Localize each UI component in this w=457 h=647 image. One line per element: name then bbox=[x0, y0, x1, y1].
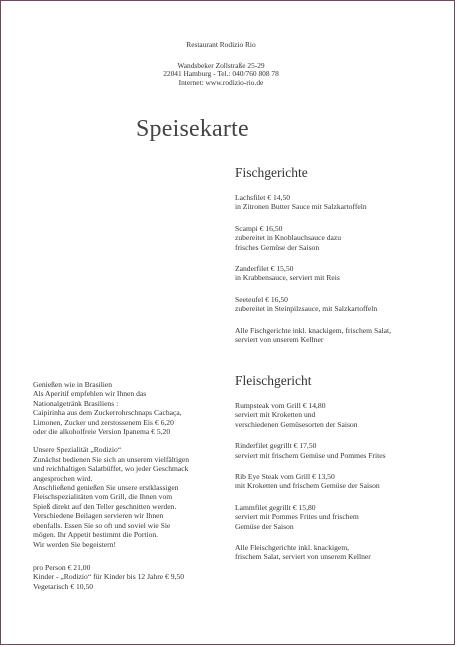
left-column bbox=[33, 380, 233, 600]
dish-description: Gemüse der Saison bbox=[235, 521, 294, 531]
dish-name: Scampi € 16,50 bbox=[235, 223, 283, 233]
meat-item bbox=[235, 503, 450, 531]
text-line: und reichhaltigen Salatbüffet, wo jeder Geschmack bbox=[33, 464, 189, 474]
fish-heading: Fischgerichte bbox=[235, 165, 308, 180]
phone-line: 22041 Hamburg - Tel.: 040/760 808 78 bbox=[163, 69, 279, 79]
note-line: Alle Fischgerichte inkl. knackigem, frischem Salat, bbox=[235, 325, 392, 335]
dish-name: Lammfilet gegrillt € 15,80 bbox=[235, 502, 316, 512]
dish-name: Rinderfilet gegrillt € 17,50 bbox=[235, 441, 317, 451]
dish-description: serviert mit Pommes Frites und frischem bbox=[235, 512, 359, 522]
fish-item bbox=[235, 224, 450, 252]
restaurant-header bbox=[141, 41, 301, 87]
website-line: Internet: www.rodizio-rio.de bbox=[178, 77, 264, 87]
prices-block bbox=[33, 563, 233, 591]
text-line: ebenfalls. Essen Sie so oft und soviel wie Sie bbox=[33, 520, 171, 530]
dish-description: serviert mit frischem Gemüse und Pommes Frites bbox=[235, 450, 386, 460]
text-line: Anschließend genießen Sie unsere erstklassigen bbox=[33, 483, 179, 493]
dish-name: Rumpsteak vom Grill € 14,80 bbox=[235, 401, 326, 410]
dish-name: Rib Eye Steak vom Grill € 13,50 bbox=[235, 472, 335, 482]
dish-description: serviert mit Kroketten und bbox=[235, 410, 316, 420]
aperitif-block bbox=[33, 380, 233, 436]
text-line: Spieß direkt auf den Teller geschnitten werden. bbox=[33, 501, 177, 511]
dish-name: Zanderfilet € 15,50 bbox=[235, 264, 294, 274]
address-line: Wandsbeker Zollstraße 25-29 bbox=[177, 61, 265, 71]
text-line: Wir werden Sie begeistern! bbox=[33, 539, 116, 549]
dish-description: mit Kroketten und frischem Gemüse der Saison bbox=[235, 481, 380, 491]
text-line: Zunächst bedienen Sie sich an unserem vielfältigen bbox=[33, 454, 190, 464]
fish-item bbox=[235, 295, 450, 314]
dish-description: zubereitet in Knoblauchsauce dazu bbox=[235, 233, 342, 243]
fish-list bbox=[235, 193, 450, 356]
text-line: oder die alkoholfreie Version Ipanema € 5,20 bbox=[33, 427, 171, 437]
dish-name: Seeteufel € 16,50 bbox=[235, 294, 288, 304]
dish-description: verschiedenen Gemüsesorten der Saison bbox=[235, 419, 358, 429]
text-line: Fleischspezialitäten vom Grill, die Ihnen vom bbox=[33, 492, 173, 502]
dish-description: in Krabbensauce, serviert mit Reis bbox=[235, 273, 340, 283]
note-line: frischem Salat, serviert von unserem Kellner bbox=[235, 552, 371, 562]
note-line: Alle Fleischgerichte inkl. knackigem, bbox=[235, 543, 350, 553]
text-line: angesprochen wird. bbox=[33, 473, 93, 483]
meat-item bbox=[235, 441, 450, 460]
meat-heading: Fleischgericht bbox=[235, 373, 312, 388]
price-line: pro Person € 21,00 bbox=[33, 562, 91, 572]
fish-item bbox=[235, 193, 450, 212]
dish-description: zubereitet in Steinpilzsauce, mit Salzkartoffeln bbox=[235, 304, 378, 314]
dish-description: frisches Gemüse der Saison bbox=[235, 242, 320, 252]
note-line: serviert von unserem Kellner bbox=[235, 335, 324, 345]
price-line: Vegetarisch € 10,50 bbox=[33, 581, 94, 591]
price-line: Kinder - „Rodizio“ für Kinder bis 12 Jahre € 9,50 bbox=[33, 572, 184, 582]
text-line: Unsere Spezialität „Rodizio“ bbox=[33, 445, 122, 455]
fish-note bbox=[235, 326, 450, 345]
text-line: Nationalgetränk Brasiliens : bbox=[33, 398, 119, 408]
restaurant-name: Restaurant Rodizio Rio bbox=[186, 40, 256, 49]
meat-item bbox=[235, 401, 450, 429]
text-line: Verschiedene Beilagen servieren wir Ihnen bbox=[33, 511, 164, 521]
text-line: mögen. Ihr Appetit bestimmt die Portion. bbox=[33, 530, 159, 540]
dish-name: Lachsfilet € 14,50 bbox=[235, 193, 291, 202]
meat-item bbox=[235, 472, 450, 491]
text-line: Als Aperitif empfehlen wir Ihnen das bbox=[33, 389, 147, 399]
page-title: Speisekarte bbox=[136, 116, 249, 142]
text-line: Caipirinha aus dem Zuckerrohrschnaps Cachaça, bbox=[33, 408, 182, 418]
text-line: Limonen, Zucker und zerstossenem Eis € 6,20 bbox=[33, 417, 174, 427]
dish-description: in Zitronen Butter Sauce mit Salzkartoffeln bbox=[235, 202, 367, 212]
text-line: Genießen wie in Brasilien bbox=[33, 380, 113, 389]
meat-list bbox=[235, 401, 450, 574]
specialty-block bbox=[33, 445, 233, 548]
meat-note bbox=[235, 543, 450, 562]
fish-item bbox=[235, 264, 450, 283]
